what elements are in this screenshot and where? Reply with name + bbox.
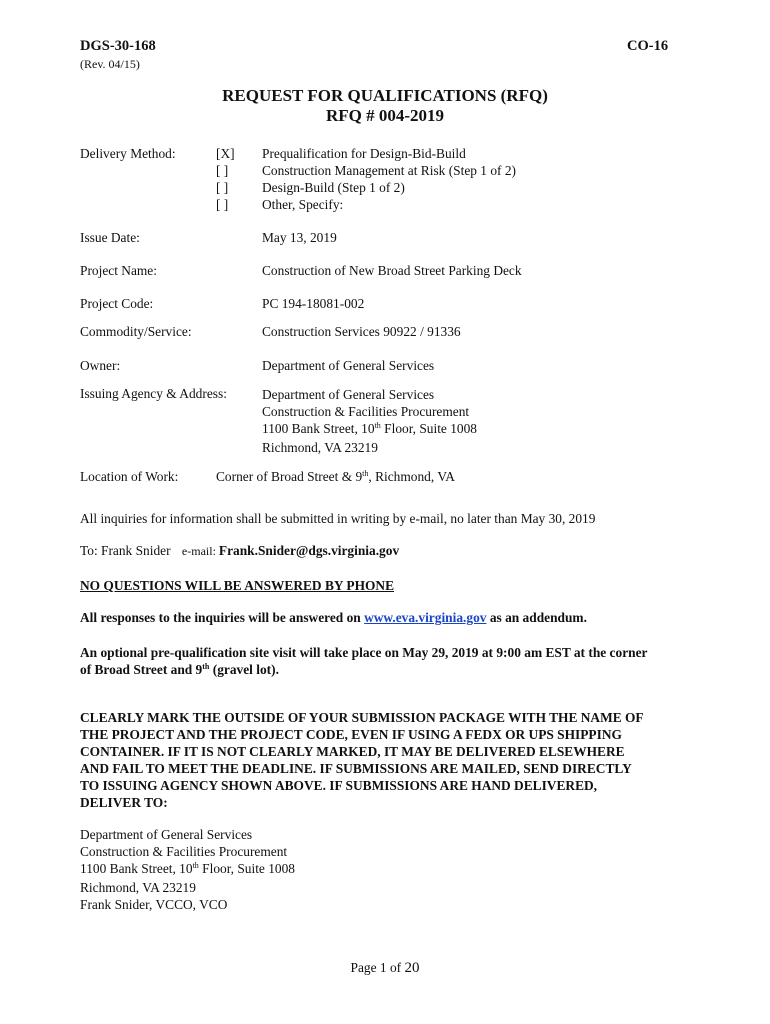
contact-name: To: Frank Snider bbox=[80, 543, 171, 558]
checkbox-design-build: [ ] bbox=[216, 180, 229, 195]
site-visit-notice bbox=[80, 644, 647, 680]
form-revision: (Rev. 04/15) bbox=[80, 57, 140, 71]
issue-date-value: May 13, 2019 bbox=[262, 230, 337, 245]
deliver-line-5: Frank Snider, VCCO, VCO bbox=[80, 897, 228, 912]
mark-line-3: CONTAINER. IF IT IS NOT CLEARLY MARKED, IT MAY BE DELIVERED ELSEWHERE bbox=[80, 744, 625, 759]
page-total: 20 bbox=[404, 960, 420, 976]
agency-suite: Floor, Suite 1008 bbox=[380, 421, 477, 436]
agency-line-3 bbox=[262, 420, 477, 439]
project-name-label: Project Name: bbox=[80, 263, 157, 278]
site-visit-lot: (gravel lot). bbox=[209, 662, 279, 677]
project-code-value: PC 194-18081-002 bbox=[262, 296, 365, 311]
option-cm-at-risk: Construction Management at Risk (Step 1 of 2) bbox=[262, 163, 517, 178]
option-design-build: Design-Build (Step 1 of 2) bbox=[262, 180, 405, 195]
project-name-value: Construction of New Broad Street Parking Deck bbox=[262, 263, 522, 278]
checkbox-other: [ ] bbox=[216, 197, 229, 212]
location-sup: th bbox=[362, 469, 369, 478]
location-city: , Richmond, VA bbox=[368, 469, 455, 484]
deliver-to-address bbox=[80, 826, 295, 913]
deliver-street: 1100 Bank Street, 10 bbox=[80, 861, 193, 876]
project-code-label: Project Code: bbox=[80, 296, 154, 311]
location-value bbox=[216, 469, 455, 485]
location-label: Location of Work: bbox=[80, 469, 179, 484]
contact-email[interactable]: Frank.Snider@dgs.virginia.gov bbox=[218, 543, 400, 558]
deliver-floor-sup: th bbox=[192, 861, 199, 870]
checkbox-design-bid-build: [X] bbox=[216, 146, 235, 161]
mark-line-1: CLEARLY MARK THE OUTSIDE OF YOUR SUBMISSION PACKAGE WITH THE NAME OF bbox=[80, 710, 644, 725]
site-visit-line-2 bbox=[80, 661, 647, 680]
eva-link[interactable]: www.eva.virginia.gov bbox=[364, 610, 487, 625]
delivery-method-label: Delivery Method: bbox=[80, 146, 176, 161]
rfq-number: RFQ # 004-2019 bbox=[325, 106, 445, 125]
agency-line-2: Construction & Facilities Procurement bbox=[262, 404, 470, 419]
deliver-line-3 bbox=[80, 860, 295, 879]
issuing-agency-label: Issuing Agency & Address: bbox=[80, 386, 227, 401]
commodity-label: Commodity/Service: bbox=[80, 324, 192, 339]
location-street: Corner of Broad Street & 9 bbox=[216, 469, 363, 484]
mark-line-4: AND FAIL TO MEET THE DEADLINE. IF SUBMISSIONS ARE MAILED, SEND DIRECTLY bbox=[80, 761, 632, 776]
agency-floor-sup: th bbox=[374, 421, 381, 430]
owner-label: Owner: bbox=[80, 358, 121, 373]
deliver-line-4: Richmond, VA 23219 bbox=[80, 880, 196, 895]
site-visit-street: of Broad Street and 9 bbox=[80, 662, 203, 677]
inquiries-text: All inquiries for information shall be submitted in writing by e-mail, no later than May 30, 2019 bbox=[80, 511, 596, 526]
issuing-agency-address bbox=[262, 386, 477, 456]
email-label: e-mail: bbox=[181, 544, 219, 558]
form-number: DGS-30-168 bbox=[80, 38, 156, 54]
option-other: Other, Specify: bbox=[262, 197, 344, 212]
site-visit-line-1: An optional pre-qualification site visit will take place on May 29, 2019 at 9:00 am EST at the corner bbox=[80, 645, 648, 660]
agency-street: 1100 Bank Street, 10 bbox=[262, 421, 375, 436]
contact-line bbox=[80, 543, 399, 559]
page-number bbox=[0, 960, 770, 977]
checkbox-cm-at-risk: [ ] bbox=[216, 163, 229, 178]
commodity-value: Construction Services 90922 / 91336 bbox=[262, 324, 461, 339]
responses-notice bbox=[80, 610, 587, 626]
owner-value: Department of General Services bbox=[262, 358, 435, 373]
mark-line-2: THE PROJECT AND THE PROJECT CODE, EVEN IF USING A FEDX OR UPS SHIPPING bbox=[80, 727, 622, 742]
site-visit-sup: th bbox=[202, 662, 210, 671]
option-design-bid-build: Prequalification for Design-Bid-Build bbox=[262, 146, 466, 161]
issue-date-label: Issue Date: bbox=[80, 230, 140, 245]
page-label: Page 1 of bbox=[350, 960, 405, 975]
page-title: REQUEST FOR QUALIFICATIONS (RFQ) bbox=[222, 86, 548, 105]
mark-line-6: DELIVER TO: bbox=[80, 795, 168, 810]
responses-suffix: as an addendum. bbox=[486, 610, 587, 625]
mark-package-notice bbox=[80, 709, 644, 811]
responses-text: All responses to the inquiries will be answered on bbox=[80, 610, 365, 625]
mark-line-5: TO ISSUING AGENCY SHOWN ABOVE. IF SUBMISSIONS ARE HAND DELIVERED, bbox=[80, 778, 598, 793]
agency-line-1: Department of General Services bbox=[262, 387, 435, 402]
agency-line-4: Richmond, VA 23219 bbox=[262, 440, 378, 455]
deliver-line-1: Department of General Services bbox=[80, 827, 253, 842]
deliver-suite: Floor, Suite 1008 bbox=[198, 861, 295, 876]
form-code: CO-16 bbox=[627, 38, 669, 54]
deliver-line-2: Construction & Facilities Procurement bbox=[80, 844, 288, 859]
no-phone-notice: NO QUESTIONS WILL BE ANSWERED BY PHONE bbox=[80, 578, 395, 593]
